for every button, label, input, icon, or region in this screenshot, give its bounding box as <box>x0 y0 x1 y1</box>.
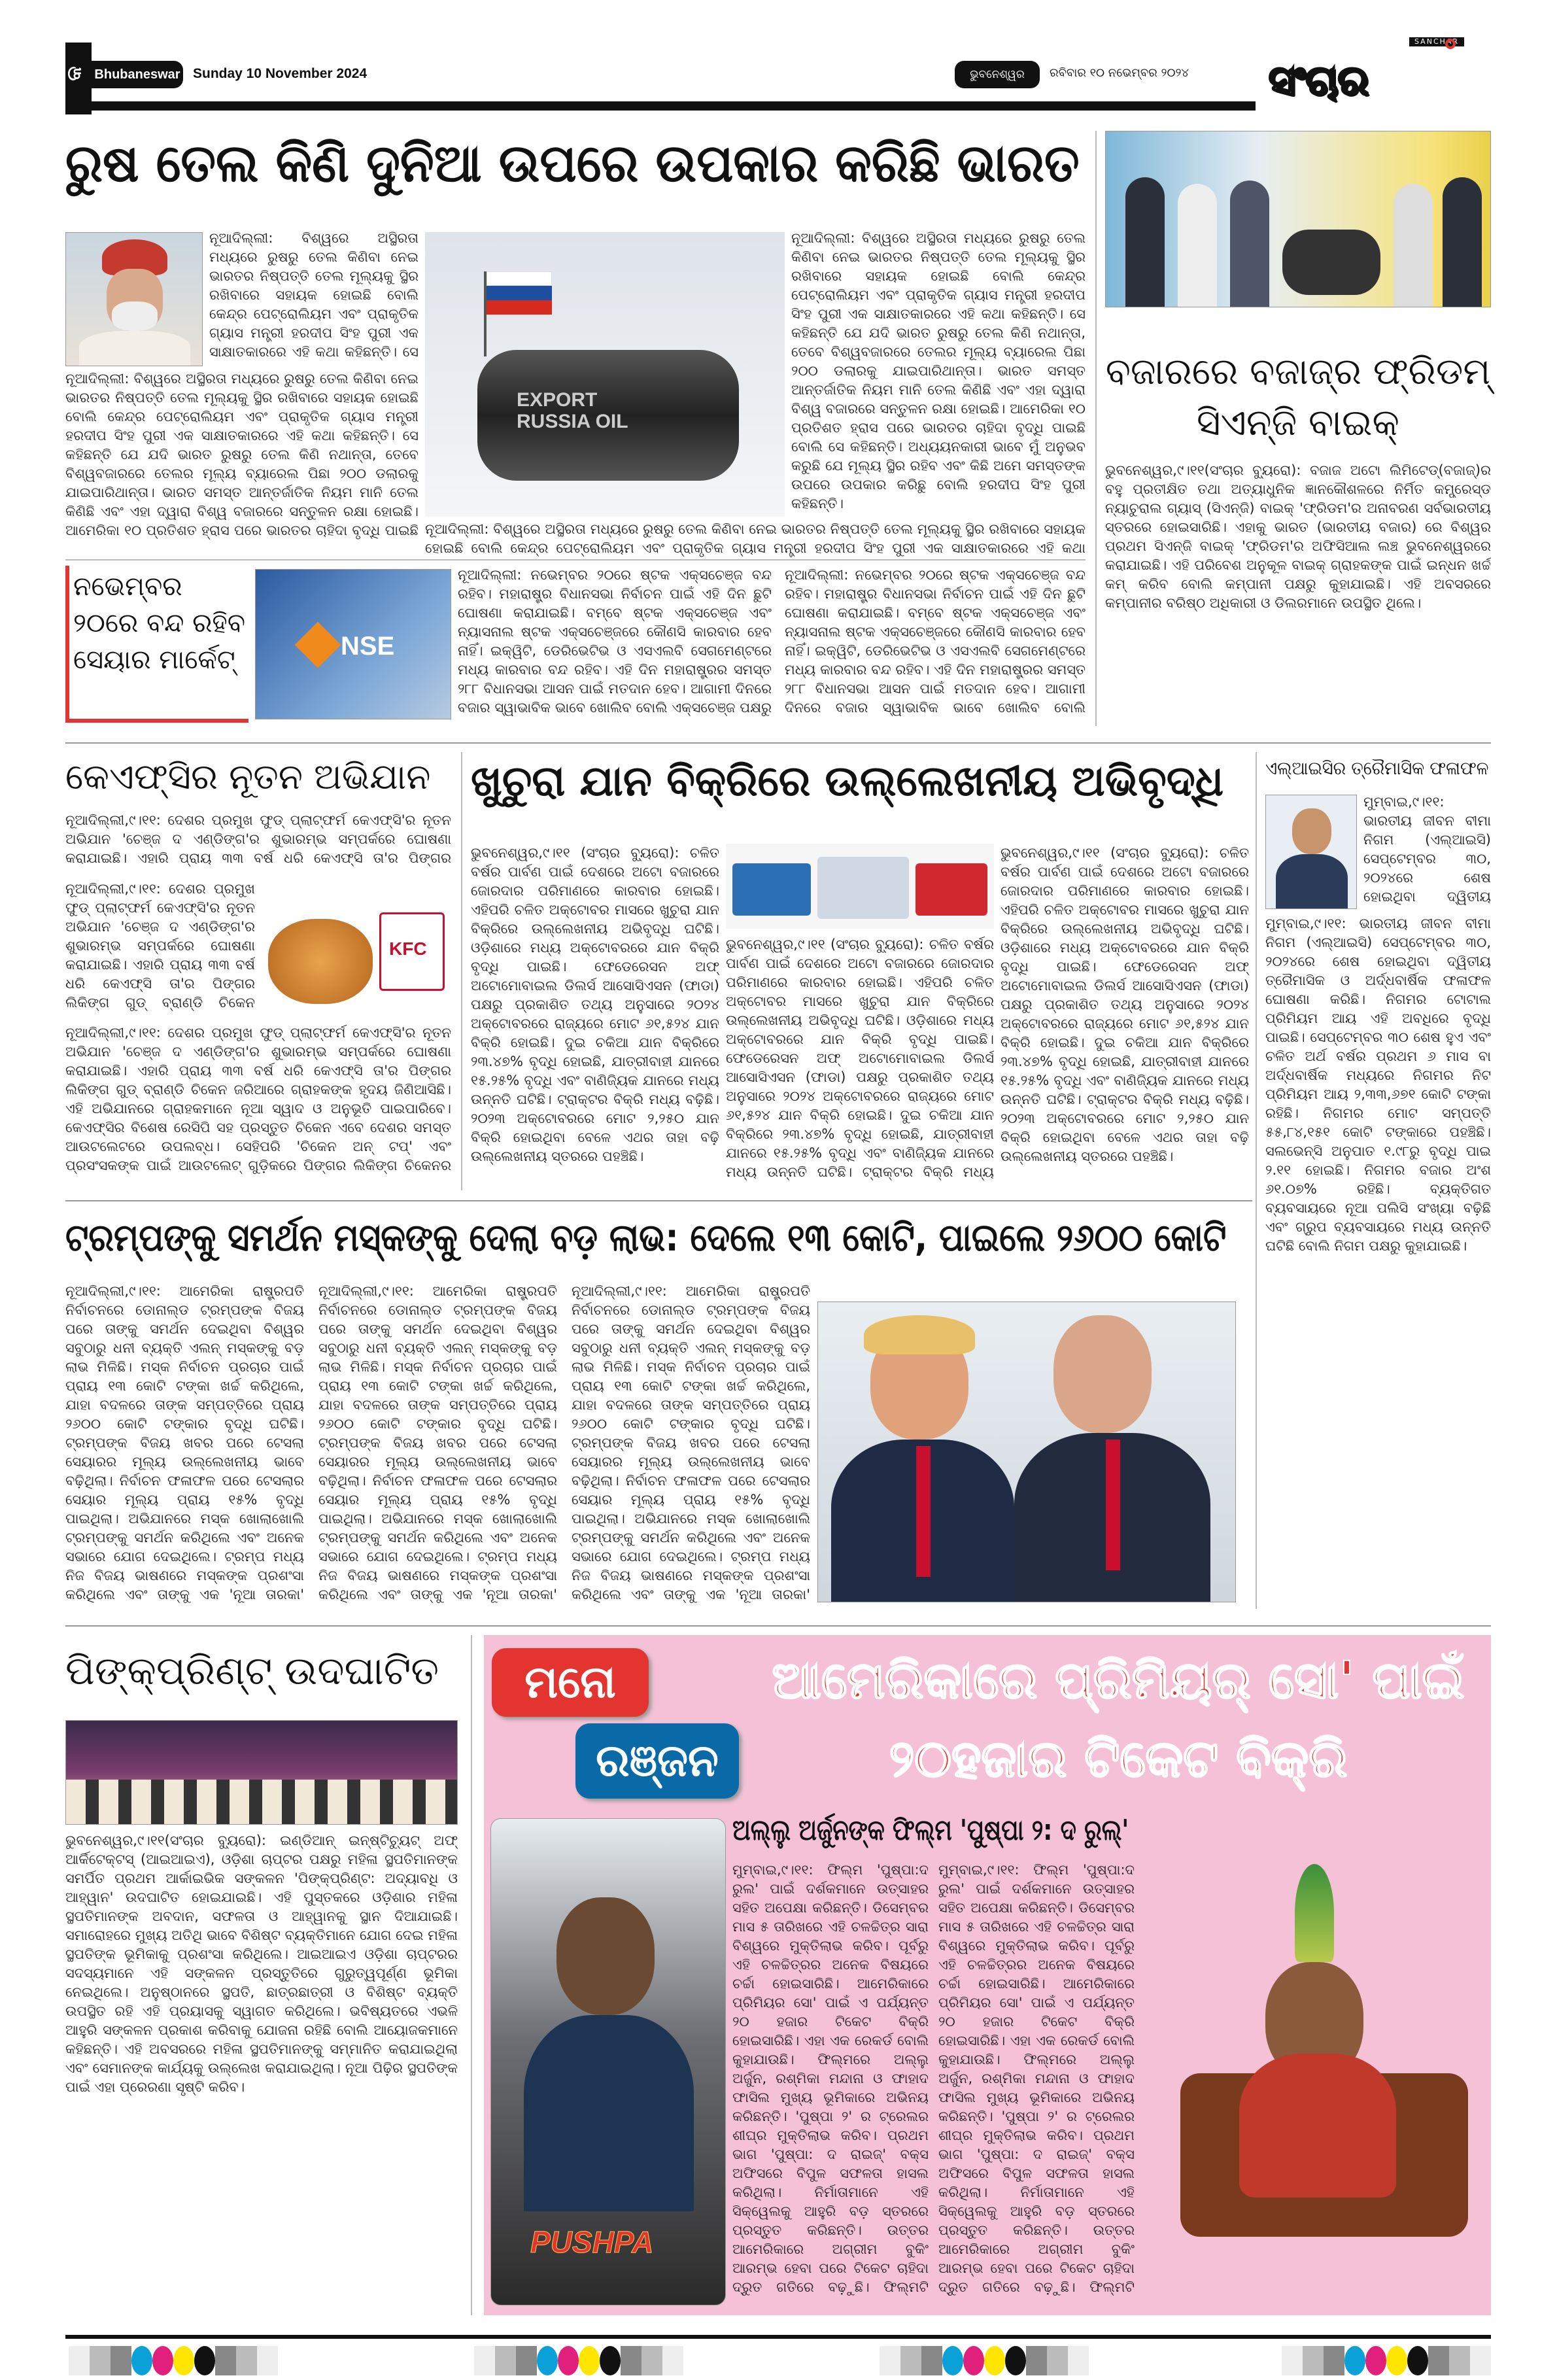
footer-rule <box>65 2335 1491 2339</box>
market-body-2: ନୂଆଦିଲ୍ଲୀ: ନଭେମ୍ବର ୨୦ରେ ଷ୍ଟକ ଏକ୍ସଚେଞ୍ଜ ବନ୍ଦ ରହିବ। ମହାରାଷ୍ଟ୍ର ବିଧାନସଭା ନିର୍ବାଚନ ପାଇଁ ଏହି ଦିନ ଛୁଟି ଘୋଷଣା କରାଯାଇଛି। ବମ୍ବେ ଷ୍ଟକ ଏକ୍ସଚେଞ୍ଜ ଏବଂ ନ୍ୟାସନାଲ ଷ୍ଟକ ଏକ୍ସଚେଞ୍ଜରେ କୌଣସି କାରବାର ହେବ ନାହିଁ। ଇକ୍ୱିଟି, ଡେରିଭେଟିଭ ଓ ଏସଏଲବି ସେଗମେଣ୍ଟରେ ମଧ୍ୟ କାରବାର ବନ୍ଦ ରହିବ। ଏହି ଦିନ ମହାରାଷ୍ଟ୍ରର ସମସ୍ତ ୨୮୮ ବିଧାନସଭା ଆସନ ପାଇଁ ମତଦାନ ହେବ। ଆଗାମୀ ଦିନରେ ବଜାର ସ୍ୱାଭାବିକ ଭାବେ ଖୋଲିବ ବୋଲି <box>785 567 1086 716</box>
masthead <box>63 37 1491 114</box>
pinkprint-body: ଭୁବନେଶ୍ୱର,୯।୧୧(ସଂଚାର ବ୍ୟୁରୋ): ଇଣ୍ଡିଆନ୍ ଇନ୍‌ଷ୍ଟିଚ୍ୟୁଟ୍ ଅଫ୍ ଆର୍କିଟେକ୍ଟସ୍ (ଆଇଆଇଏ), ଓଡ଼ିଶା ଚାପ୍ଟର ପକ୍ଷରୁ ମହିଳା ସ୍ଥପତିମାନଙ୍କ ସମର୍ପିତ ପ୍ରଥମ ଆର୍କାଇଭିକ ସଙ୍କଳନ 'ପିଙ୍କ୍‌ପ୍ରିଣ୍ଟ: ଅଦ୍ୟାବଧି ଓ ଆହ୍ୱାନ' ଉଦଘାଟିତ ହୋଇଯାଇଛି। ଏହି ପୁସ୍ତକରେ ଓଡ଼ିଶାର ମହିଳା ସ୍ଥପତିମାନଙ୍କ ଅବଦାନ, ସଫଳତା ଓ ଆହ୍ୱାନକୁ ସ୍ଥାନ ଦିଆଯାଇଛି। ସମାରୋହରେ ମୁଖ୍ୟ ଅତିଥି ଭାବେ ବିଶିଷ୍ଟ ବ୍ୟକ୍ତିମାନେ ଯୋଗ ଦେଇ ମହିଳା ସ୍ଥପତିଙ୍କ ଭୂମିକାକୁ ପ୍ରଶଂସା କରିଥିଲେ। ଆଇଆଇଏ ଓଡ଼ିଶା ଚାପ୍ଟରର ସଦସ୍ୟମାନେ ଏହି ସଙ୍କଳନ ପ୍ରସ୍ତୁତିରେ ଗୁରୁତ୍ୱପୂର୍ଣ୍ଣ ଭୂମିକା ନେଇଥିଲେ। ଅନୁଷ୍ଠାନରେ ସ୍ଥପତି, ଛାତ୍ରଛାତ୍ରୀ ଓ ବିଶିଷ୍ଟ ବ୍ୟକ୍ତି ଉପସ୍ଥିତ ରହି ଏହି ପ୍ରୟାସକୁ ସ୍ୱାଗତ କରିଥିଲେ। ଭବିଷ୍ୟତରେ ଏଭଳି ଆହୁରି ସଙ୍କଳନ ପ୍ରକାଶ କରିବାକୁ ଯୋଜନା ରହିଛି ବୋଲି ଆୟୋଜକମାନେ କହିଛନ୍ତି। ଏହି ଅବସରରେ ମହିଳା ସ୍ଥପତିମାନଙ୍କୁ ସମ୍ମାନିତ କରାଯାଇଥିଲା ଏବଂ ସେମାନଙ୍କ କାର୍ଯ୍ୟକୁ ଉଲ୍ଲେଖ କରାଯାଇଥିଲା। ନୂଆ ପିଢ଼ିର ସ୍ଥପତିଙ୍କ ପାଇଁ ଏହା ପ୍ରେରଣା ସୃଷ୍ଟି କରିବ। <box>65 1833 458 2095</box>
date-en: Sunday 10 November 2024 <box>193 66 368 81</box>
city-pill: Bhubaneswar <box>92 61 183 88</box>
bajaj-body: ଭୁବନେଶ୍ୱର,୯।୧୧(ସଂଚାର ବ୍ୟୁରୋ): ବଜାଜ ଅଟୋ ଲିମିଟେଡ୍(ବଜାଜ୍)ର ବହୁ ପ୍ରତୀକ୍ଷିତ ତଥା ଅତ୍ୟାଧୁନିକ ଜ୍ଞାନକୌଶଳରେ ନିର୍ମିତ କମ୍ପ୍ରେସ୍ଡ ନ୍ୟାଚୁରାଲ ଗ୍ୟାସ୍ (ସିଏନ୍‌ଜି) ବାଇକ୍ 'ଫ୍ରିଡମ'ର ଅନାବରଣ ସର୍ବଭାରତୀୟ ସ୍ତରରେ ହୋଇସାରିଛି। ଏହାକୁ ଭାରତ (ଭାରତୀୟ ବଜାର) ରେ ବିଶ୍ୱର ପ୍ରଥମ ସିଏନ୍‌ଜି ବାଇକ୍ 'ଫ୍ରିଡମ'ର ଅଫିସିଆଲ ଲଞ୍ଚ ଭୁବନେଶ୍ୱରରେ କରାଯାଇଛି। ଏହି ପରିବେଶ ଅନୁକୂଳ ବାଇକ୍ ଗ୍ରାହକଙ୍କ ପାଇଁ ଇନ୍ଧନ ଖର୍ଚ୍ଚ କମ୍ କରିବ ବୋଲି କମ୍ପାନୀ ପକ୍ଷରୁ କୁହାଯାଇଛି। ଏହି ଅବସରରେ କମ୍ପାନୀର ବରିଷ୍ଠ ଅଧିକାରୀ ଓ ଡିଲରମାନେ ଉପସ୍ଥିତ ଥିଲେ। <box>1105 462 1491 611</box>
logo-dot <box>1445 39 1456 49</box>
header-rule <box>65 101 1256 111</box>
market-headline: ନଭେମ୍ବର ୨୦ରେ ବନ୍ଦ ରହିବ ସେୟାର ମାର୍କେଟ୍ <box>73 572 246 675</box>
lic-body-a: ମୁମ୍ବାଇ,୯।୧୧: ଭାରତୀୟ ଜୀବନ ବୀମା ନିଗମ (ଏଲ୍‌ଆଇସି) ସେପ୍ଟେମ୍ବର ୩୦, ୨୦୨୪ରେ ଶେଷ ହୋଇଥିବା ଦ୍ୱିତୀୟ <box>1363 794 1491 905</box>
lead-body-d: ନୂଆଦିଲ୍ଲୀ: ବିଶ୍ୱରେ ଅସ୍ଥିରତା ମଧ୍ୟରେ ରୁଷରୁ ତେଲ କିଣିବା ନେଇ ଭାରତର ନିଷ୍ପତ୍ତି ତେଲ ମୂଲ୍ୟକୁ ସ୍ଥିର ରଖିବାରେ ସହାୟକ ହୋଇଛି ବୋଲି କେନ୍ଦ୍ର ପେଟ୍ରୋଲିୟମ ଏବଂ ପ୍ରାକୃତିକ ଗ୍ୟାସ ମନ୍ତ୍ରୀ ହରଦୀପ ସିଂହ ପୁରୀ ଏକ ସାକ୍ଷାତକାରରେ ଏହି କଥା <box>425 521 1086 556</box>
ent-headline-1: ଆମେରିକାରେ ପ୍ରିମିୟର୍ ସୋ' ପାଇଁ <box>772 1651 1465 1710</box>
export-label: EXPORT RUSSIA OIL <box>517 389 628 432</box>
kfc-logo: KFC <box>389 939 427 959</box>
market-body: ନୂଆଦିଲ୍ଲୀ: ନଭେମ୍ବର ୨୦ରେ ଷ୍ଟକ ଏକ୍ସଚେଞ୍ଜ ବନ୍ଦ ରହିବ। ମହାରାଷ୍ଟ୍ର ବିଧାନସଭା ନିର୍ବାଚନ ପାଇଁ ଏହି ଦିନ ଛୁଟି ଘୋଷଣା କରାଯାଇଛି। ବମ୍ବେ ଷ୍ଟକ ଏକ୍ସଚେଞ୍ଜ ଏବଂ ନ୍ୟାସନାଲ ଷ୍ଟକ ଏକ୍ସଚେଞ୍ଜରେ କୌଣସି କାରବାର ହେବ ନାହିଁ। ଇକ୍ୱିଟି, ଡେରିଭେଟିଭ ଓ ଏସଏଲବି ସେଗମେଣ୍ଟରେ ମଧ୍ୟ କାରବାର ବନ୍ଦ ରହିବ। ଏହି ଦିନ ମହାରାଷ୍ଟ୍ରର ସମସ୍ତ ୨୮୮ ବିଧାନସଭା ଆସନ ପାଇଁ ମତଦାନ ହେବ। ଆଗାମୀ ଦିନରେ ବଜାର ସ୍ୱାଭାବିକ ଭାବେ ଖୋଲିବ ବୋଲି ଏକ୍ସଚେଞ୍ଜ ପକ୍ଷରୁ <box>458 567 772 716</box>
vehicle-headline: ଖୁଚୁରା ଯାନ ବିକ୍ରିରେ ଉଲ୍ଲେଖନୀୟ ଅଭିବୃଦ୍ଧି <box>471 757 1224 806</box>
trump-musk-photo <box>817 1302 1236 1602</box>
color-bar <box>880 2346 1089 2375</box>
minister-photo <box>65 232 203 366</box>
kfc-headline: କେଏଫ୍‌ସିର ନୂତନ ଅଭିଯାନ <box>65 756 431 797</box>
pinkprint-event-photo <box>65 1720 458 1825</box>
pushpa-logo: PUSHPA <box>530 2225 654 2259</box>
allu-arjun-image <box>1141 1857 1488 2237</box>
kfc-chicken-image <box>262 880 451 1020</box>
badge-mano: ମନୋ <box>492 1648 649 1717</box>
bajaj-headline: ବଜାରରେ ବଜାଜ୍‌ର ଫ୍ରିଡମ୍ ସିଏନ୍‌ଜି ବାଇକ୍ <box>1105 351 1491 444</box>
bajaj-launch-photo <box>1105 131 1491 307</box>
trump-body-3: ନୂଆଦିଲ୍ଲୀ,୯।୧୧: ଆମେରିକା ରାଷ୍ଟ୍ରପତି ନିର୍ବାଚନରେ ଡୋନାଲ୍ଡ ଟ୍ରମ୍ପଙ୍କ ବିଜୟ ପରେ ତାଙ୍କୁ ସମର୍ଥନ ଦେଇଥିବା ବିଶ୍ୱର ସବୁଠାରୁ ଧନୀ ବ୍ୟକ୍ତି ଏଲନ୍ ମସ୍କଙ୍କୁ ବଡ଼ ଲାଭ ମିଳିଛି। ମସ୍କ ନିର୍ବାଚନ ପ୍ରଚାର ପାଇଁ ପ୍ରାୟ ୧୩ କୋଟି ଟଙ୍କା ଖର୍ଚ୍ଚ କରିଥିଲେ, ଯାହା ବଦଳରେ ତାଙ୍କ ସମ୍ପତ୍ତିରେ ପ୍ରାୟ ୨୬୦୦ କୋଟି ଟଙ୍କାର ବୃଦ୍ଧି ଘଟିଛି। ଟ୍ରମ୍ପଙ୍କ ବିଜୟ ଖବର ପରେ ଟେସଲା ସେୟାରର ମୂଲ୍ୟ ଉଲ୍ଲେଖନୀୟ ଭାବେ ବଢ଼ିଥିଲା। ନିର୍ବାଚନ ଫଳାଫଳ ପରେ ଟେସଲାର ସେୟାର ମୂଲ୍ୟ ପ୍ରାୟ ୧୫% ବୃଦ୍ଧି ପାଇଥିଲା। ଅଭିଯାନରେ ମସ୍କ ଖୋଲାଖୋଲି ଟ୍ରମ୍ପଙ୍କୁ ସମର୍ଥନ କରିଥିଲେ ଏବଂ ଅନେକ ସଭାରେ ଯୋଗ ଦେଇଥିଲେ। ଟ୍ରମ୍ପ ମଧ୍ୟ ନିଜ ବିଜୟ ଭାଷଣରେ ମସ୍କଙ୍କ ପ୍ରଶଂସା କରିଥିଲେ ଏବଂ ତାଙ୍କୁ ଏକ 'ନୂଆ ତାରକା' <box>572 1283 810 1602</box>
vehicle-body-a: ଭୁବନେଶ୍ୱର,୯।୧୧ (ସଂଚାର ବ୍ୟୁରୋ): ଚଳିତ ବର୍ଷର ପାର୍ବଣ ପାଇଁ ଦେଶରେ ଅଟୋ ବଜାରରେ ଜୋରଦାର ପରିମାଣରେ କାରବାର ହୋଇଛି। ଏହିପରି ଚଳିତ ଅକ୍ଟୋବର ମାସରେ ଖୁଚୁରା ଯାନ ବିକ୍ରିରେ ଉଲ୍ଲେଖନୀୟ ଅଭିବୃଦ୍ଧି ଘଟିଛି। ଓଡ଼ିଶାରେ ମଧ୍ୟ ଅକ୍ଟୋବରରେ ଯାନ ବିକ୍ରି ବୃଦ୍ଧି ପାଇଛି। ଫେଡେରେସନ ଅଫ୍ ଅଟୋମୋବାଇଲ ଡିଲର୍ସ ଆସୋସିଏସନ (ଫାଡା) ପକ୍ଷରୁ ପ୍ରକାଶିତ ତଥ୍ୟ ଅନୁସାରେ ୨୦୨୪ ଅକ୍ଟୋବରରେ ରାଜ୍ୟରେ ମୋଟ ୬୧,୫୨୪ ଯାନ ବିକ୍ରି ହୋଇଛି। ଦୁଇ ଚକିଆ ଯାନ ବିକ୍ରିରେ ୨୩.୪୭% ବୃଦ୍ଧି ହୋଇଛି, ଯାତ୍ରୀବାହୀ ଯାନରେ ୧୫.୨୫% ବୃଦ୍ଧି ଏବଂ ବାଣିଜ୍ୟିକ ଯାନରେ ମଧ୍ୟ ଉନ୍ନତି ଘଟିଛି। ଟ୍ରାକ୍ଟର ବିକ୍ରି ମଧ୍ୟ ବଢ଼ିଛି। ୨୦୨୩ ଅକ୍ଟୋବରରେ ମୋଟ ୨,୨୫୦ ଯାନ ବିକ୍ରି ହୋଇଥିବା ବେଳେ ଏଥର ତାହା ବଢ଼ି ଉଲ୍ଲେଖନୀୟ ସ୍ତରରେ ପହଞ୍ଚିଛି। <box>471 845 719 1164</box>
color-bar <box>69 2346 278 2375</box>
pushpa-poster <box>490 1818 726 2305</box>
date-odia: ରବିବାର ୧୦ ନଭେମ୍ବର ୨୦୨୪ <box>1050 66 1189 80</box>
trump-body: ନୂଆଦିଲ୍ଲୀ,୯।୧୧: ଆମେରିକା ରାଷ୍ଟ୍ରପତି ନିର୍ବାଚନରେ ଡୋନାଲ୍ଡ ଟ୍ରମ୍ପଙ୍କ ବିଜୟ ପରେ ତାଙ୍କୁ ସମର୍ଥନ ଦେଇଥିବା ବିଶ୍ୱର ସବୁଠାରୁ ଧନୀ ବ୍ୟକ୍ତି ଏଲନ୍ ମସ୍କଙ୍କୁ ବଡ଼ ଲାଭ ମିଳିଛି। ମସ୍କ ନିର୍ବାଚନ ପ୍ରଚାର ପାଇଁ ପ୍ରାୟ ୧୩ କୋଟି ଟଙ୍କା ଖର୍ଚ୍ଚ କରିଥିଲେ, ଯାହା ବଦଳରେ ତାଙ୍କ ସମ୍ପତ୍ତିରେ ପ୍ରାୟ ୨୬୦୦ କୋଟି ଟଙ୍କାର ବୃଦ୍ଧି ଘଟିଛି। ଟ୍ରମ୍ପଙ୍କ ବିଜୟ ଖବର ପରେ ଟେସଲା ସେୟାରର ମୂଲ୍ୟ ଉଲ୍ଲେଖନୀୟ ଭାବେ ବଢ଼ିଥିଲା। ନିର୍ବାଚନ ଫଳାଫଳ ପରେ ଟେସଲାର ସେୟାର ମୂଲ୍ୟ ପ୍ରାୟ ୧୫% ବୃଦ୍ଧି ପାଇଥିଲା। ଅଭିଯାନରେ ମସ୍କ ଖୋଲାଖୋଲି ଟ୍ରମ୍ପଙ୍କୁ ସମର୍ଥନ କରିଥିଲେ ଏବଂ ଅନେକ ସଭାରେ ଯୋଗ ଦେଇଥିଲେ। ଟ୍ରମ୍ପ ମଧ୍ୟ ନିଜ ବିଜୟ ଭାଷଣରେ ମସ୍କଙ୍କ ପ୍ରଶଂସା କରିଥିଲେ ଏବଂ ତାଙ୍କୁ ଏକ 'ନୂଆ ତାରକା' <box>65 1283 304 1602</box>
lead-headline: ରୁଷ ତେଲ କିଣି ଦୁନିଆ ଉପରେ ଉପକାର କରିଛି ଭାରତ <box>65 133 1080 194</box>
lic-headline: ଏଲ୍‌ଆଇସିର ତ୍ରୈମାସିକ ଫଳାଫଳ <box>1265 757 1489 779</box>
color-bar <box>474 2346 683 2375</box>
market-headline-box <box>65 566 248 723</box>
export-oil-image <box>425 232 785 517</box>
section-letter: କ <box>63 66 86 81</box>
badge-ranjan: ରଞ୍ଜନ <box>575 1723 739 1799</box>
ent-body: ମୁମ୍ବାଇ,୯।୧୧: ଫିଲ୍ମ 'ପୁଷ୍ପା:ଦ ରୁଲ' ପାଇଁ ଦର୍ଶକମାନେ ଉତ୍ସାହର ସହିତ ଅପେକ୍ଷା କରିଛନ୍ତି। ଡିସେମ୍ବର ମାସ ୫ ତାରିଖରେ ଏହି ଚଳଚ୍ଚିତ୍ର ସାରା ବିଶ୍ୱରେ ମୁକ୍ତିଲାଭ କରିବ। ପୂର୍ବରୁ ଏହି ଚଳଚ୍ଚିତ୍ରର ଅନେକ ବିଷୟରେ ଚର୍ଚ୍ଚା ହୋଇସାରିଛି। ଆମେରିକାରେ ପ୍ରିମିୟର ସୋ' ପାଇଁ ଏ ପର୍ଯ୍ୟନ୍ତ ୨୦ ହଜାର ଟିକେଟ ବିକ୍ରି ହୋଇସାରିଛି। ଏହା ଏକ ରେକର୍ଡ ବୋଲି କୁହାଯାଉଛି। ଫିଲ୍ମରେ ଅଲ୍ଲୁ ଅର୍ଜୁନ, ରଶ୍ମିକା ମନ୍ଦାନା ଓ ଫାହାଦ ଫାସିଲ ମୁଖ୍ୟ ଭୂମିକାରେ ଅଭିନୟ କରିଛନ୍ତି। 'ପୁଷ୍ପା ୨' ର ଟ୍ରେଲର ଶୀଘ୍ର ମୁକ୍ତିଲାଭ କରିବ। ପ୍ରଥମ ଭାଗ 'ପୁଷ୍ପା: ଦ ରାଇଜ୍' ବକ୍ସ ଅଫିସରେ ବିପୁଳ ସଫଳତା ହାସଲ କରିଥିଲା। ନିର୍ମାତାମାନେ ଏହି ସିକ୍ୱେଲକୁ ଆହୁରି ବଡ଼ ସ୍ତରରେ ପ୍ରସ୍ତୁତ କରିଛନ୍ତି। ଉତ୍ତର ଆମେରିକାରେ ଅଗ୍ରୀମ ବୁକିଂ ଆରମ୍ଭ ହେବା ପରେ ଟିକେଟ ଚାହିଦା ଦ୍ରୁତ ଗତିରେ ବଢ଼ୁଛି। ଫିଲ୍ମଟି <box>732 1862 929 2295</box>
ent-headline-2: ୨୦ହଜାର ଟିକେଟ ବିକ୍ରି <box>889 1730 1348 1789</box>
logo-small: SANCHAR <box>1409 37 1464 46</box>
kfc-body-3: ନୂଆଦିଲ୍ଲୀ,୯।୧୧: ଦେଶର ପ୍ରମୁଖ ଫୁଡ୍ ପ୍ଲାଟ୍‌ଫର୍ମ କେଏଫ୍‌ସି'ର ନୂତନ ଅଭିଯାନ 'ଚେଞ୍ଜ ଦ ଏଣ୍ଡିଙ୍ଗ'ର ଶୁଭାରମ୍ଭ ସମ୍ପର୍କରେ ଘୋଷଣା କରାଯାଇଛି। ଏହାରି ପ୍ରାୟ ୩୩ ବର୍ଷ ଧରି କେଏଫ୍‌ସି ତା'ର ପିଙ୍ଗର ଲିକିଙ୍ଗ ଗୁଡ୍ ବ୍ରାଣ୍ଡି ଚିକେନ ଜରିଆରେ ଗ୍ରାହକଙ୍କ ହୃଦୟ ଜିଣିଆସିଛି। ଏହି ଅଭିଯାନରେ ଗ୍ରାହକମାନେ ନୂଆ ସ୍ୱାଦ ଓ ଅନୁଭୂତି ପାଇପାରିବେ। କେଏଫ୍‌ସିର ବିଶେଷ ରେସିପି ସହ ପ୍ରସ୍ତୁତ ଚିକେନ ଏବେ ଦେଶର ସମସ୍ତ ଆଉଟଲେଟରେ ଉପଲବ୍ଧ। ସେହିପରି 'ଚିକେନ ଅନ୍ ଟପ୍' ଏବଂ ପ୍ରସଂସକଙ୍କ ପାଇଁ ଆଉଟଲେଟ୍ ଗୁଡ଼ିକରେ ପିଙ୍ଗର ଲିକିଙ୍ଗ ଚିକେନର <box>65 1025 451 1173</box>
color-bar <box>1282 2346 1491 2375</box>
entertainment-section <box>484 1635 1491 2315</box>
newspaper-logo: ସଂଚାର <box>1269 56 1369 104</box>
lead-body-b: ନୂଆଦିଲ୍ଲୀ: ବିଶ୍ୱରେ ଅସ୍ଥିରତା ମଧ୍ୟରେ ରୁଷରୁ ତେଲ କିଣିବା ନେଇ ଭାରତର ନିଷ୍ପତ୍ତି ତେଲ ମୂଲ୍ୟକୁ ସ୍ଥିର ରଖିବାରେ ସହାୟକ ହୋଇଛି ବୋଲି କେନ୍ଦ୍ର ପେଟ୍ରୋଲିୟମ ଏବଂ ପ୍ରାକୃତିକ ଗ୍ୟାସ ମନ୍ତ୍ରୀ ହରଦୀପ ସିଂହ ପୁରୀ ଏକ ସାକ୍ଷାତକାରରେ ଏହି କଥା କହିଛନ୍ତି। ସେ କହିଛନ୍ତି ଯେ ଯଦି ଭାରତ ରୁଷରୁ ତେଲ କିଣି ନଥାନ୍ତା, ତେବେ ବିଶ୍ୱବଜାରରେ ତେଲର ମୂଲ୍ୟ ବ୍ୟାରେଲ ପିଛା ୨୦୦ ଡଲାରକୁ ଯାଇପାରିଥାନ୍ତା। ଭାରତ ସମସ୍ତ ଆନ୍ତର୍ଜାତିକ ନିୟମ ମାନି ତେଲ କିଣିଛି ଏବଂ ଏହା ଦ୍ୱାରା ବିଶ୍ୱ ବଜାରରେ ସନ୍ତୁଳନ ରକ୍ଷା ହୋଇଛି। ଆମେରିକା ୧୦ ପ୍ରତିଶତ ହ୍ରାସ ପରେ ଭାରତର ଚାହିଦା ବୃଦ୍ଧି ପାଇଛି <box>65 371 419 538</box>
lead-body-c: ନୂଆଦିଲ୍ଲୀ: ବିଶ୍ୱରେ ଅସ୍ଥିରତା ମଧ୍ୟରେ ରୁଷରୁ ତେଲ କିଣିବା ନେଇ ଭାରତର ନିଷ୍ପତ୍ତି ତେଲ ମୂଲ୍ୟକୁ ସ୍ଥିର ରଖିବାରେ ସହାୟକ ହୋଇଛି ବୋଲି କେନ୍ଦ୍ର ପେଟ୍ରୋଲିୟମ ଏବଂ ପ୍ରାକୃତିକ ଗ୍ୟାସ ମନ୍ତ୍ରୀ ହରଦୀପ ସିଂହ ପୁରୀ ଏକ ସାକ୍ଷାତକାରରେ ଏହି କଥା କହିଛନ୍ତି। ସେ କହିଛନ୍ତି ଯେ ଯଦି ଭାରତ ରୁଷରୁ ତେଲ କିଣି ନଥାନ୍ତା, ତେବେ ବିଶ୍ୱବଜାରରେ ତେଲର ମୂଲ୍ୟ ବ୍ୟାରେଲ ପିଛା ୨୦୦ ଡଲାରକୁ ଯାଇପାରିଥାନ୍ତା। ଭାରତ ସମସ୍ତ ଆନ୍ତର୍ଜାତିକ ନିୟମ ମାନି ତେଲ କିଣିଛି ଏବଂ ଏହା ଦ୍ୱାରା ବିଶ୍ୱ ବଜାରରେ ସନ୍ତୁଳନ ରକ୍ଷା ହୋଇଛି। ଆମେରିକା ୧୦ ପ୍ରତିଶତ ହ୍ରାସ ପରେ ଭାରତର ଚାହିଦା ବୃଦ୍ଧି ପାଇଛି ବୋଲି ସେ କହିଛନ୍ତି। ଅଧ୍ୟୟନକାରୀ ଭାବେ ମୁଁ ଅନୁଭବ କରୁଛି ଯେ ମୂଲ୍ୟ ସ୍ଥିର ରହିବ ଏବଂ କିଛି ଅମେ ସମସ୍ତଙ୍କ ଉପରେ ଉପକାର କରିଛୁ ବୋଲି ହରଦୀପ ସିଂହ ପୁରୀ କହିଛନ୍ତି। <box>791 230 1086 511</box>
ent-subheadline: ଅଲ୍ଲୁ ଅର୍ଜୁନଙ୍କ ଫିଲ୍ମ 'ପୁଷ୍ପା ୨: ଦ ରୁଲ୍' <box>732 1814 1129 1847</box>
nse-building-photo <box>255 569 451 719</box>
trump-headline: ଟ୍ରମ୍ପଙ୍କୁ ସମର୍ଥନ ମସ୍କଙ୍କୁ ଦେଲା ବଡ଼ ଲାଭ: ଦେଲେ ୧୩ କୋଟି, ପାଇଲେ ୨୬୦୦ କୋଟି <box>65 1215 1227 1260</box>
vehicle-body-b: ଭୁବନେଶ୍ୱର,୯।୧୧ (ସଂଚାର ବ୍ୟୁରୋ): ଚଳିତ ବର୍ଷର ପାର୍ବଣ ପାଇଁ ଦେଶରେ ଅଟୋ ବଜାରରେ ଜୋରଦାର ପରିମାଣରେ କାରବାର ହୋଇଛି। ଏହିପରି ଚଳିତ ଅକ୍ଟୋବର ମାସରେ ଖୁଚୁରା ଯାନ ବିକ୍ରିରେ ଉଲ୍ଲେଖନୀୟ ଅଭିବୃଦ୍ଧି ଘଟିଛି। ଓଡ଼ିଶାରେ ମଧ୍ୟ ଅକ୍ଟୋବରରେ ଯାନ ବିକ୍ରି ବୃଦ୍ଧି ପାଇଛି। ଫେଡେରେସନ ଅଫ୍ ଅଟୋମୋବାଇଲ ଡିଲର୍ସ ଆସୋସିଏସନ (ଫାଡା) ପକ୍ଷରୁ ପ୍ରକାଶିତ ତଥ୍ୟ ଅନୁସାରେ ୨୦୨୪ ଅକ୍ଟୋବରରେ ରାଜ୍ୟରେ ମୋଟ ୬୧,୫୨୪ ଯାନ ବିକ୍ରି ହୋଇଛି। ଦୁଇ ଚକିଆ ଯାନ ବିକ୍ରିରେ ୨୩.୪୭% ବୃଦ୍ଧି ହୋଇଛି, ଯାତ୍ରୀବାହୀ ଯାନରେ ୧୫.୨୫% ବୃଦ୍ଧି ଏବଂ ବାଣିଜ୍ୟିକ ଯାନରେ ମଧ୍ୟ ଉନ୍ନତି ଘଟିଛି। ଟ୍ରାକ୍ଟର ବିକ୍ରି ମଧ୍ୟ <box>726 937 994 1180</box>
pinkprint-headline: ପିଙ୍କ୍‌ପ୍ରିଣ୍ଟ୍ ଉଦଘାଟିତ <box>65 1648 439 1694</box>
lic-executive-photo <box>1265 795 1357 909</box>
lead-body-a: ନୂଆଦିଲ୍ଲୀ: ବିଶ୍ୱରେ ଅସ୍ଥିରତା ମଧ୍ୟରେ ରୁଷରୁ ତେଲ କିଣିବା ନେଇ ଭାରତର ନିଷ୍ପତ୍ତି ତେଲ ମୂଲ୍ୟକୁ ସ୍ଥିର ରଖିବାରେ ସହାୟକ ହୋଇଛି ବୋଲି କେନ୍ଦ୍ର ପେଟ୍ରୋଲିୟମ ଏବଂ ପ୍ରାକୃତିକ ଗ୍ୟାସ ମନ୍ତ୍ରୀ ହରଦୀପ ସିଂହ ପୁରୀ ଏକ ସାକ୍ଷାତକାରରେ ଏହି କଥା କହିଛନ୍ତି। ସେ <box>209 230 419 360</box>
lic-body-b: ମୁମ୍ବାଇ,୯।୧୧: ଭାରତୀୟ ଜୀବନ ବୀମା ନିଗମ (ଏଲ୍‌ଆଇସି) ସେପ୍ଟେମ୍ବର ୩୦, ୨୦୨୪ରେ ଶେଷ ହୋଇଥିବା ଦ୍ୱିତୀୟ ତ୍ରୈମାସିକ ଓ ଅର୍ଦ୍ଧବାର୍ଷିକ ଫଳାଫଳ ଘୋଷଣା କରିଛି। ନିଗମର ଟୋଟାଲ ପ୍ରିମିୟମ ଆୟ ଏହି ଅବଧିରେ ବୃଦ୍ଧି ପାଇଛି। ସେପ୍ଟେମ୍ବର ୩୦ ଶେଷ ହୁଏ ଏବଂ ଚଳିତ ଅର୍ଥ ବର୍ଷର ପ୍ରଥମ ୬ ମାସ ବା ଅର୍ଦ୍ଧବାର୍ଷିକ ମଧ୍ୟରେ ନିଗମର ନିଟ ପ୍ରିମିୟମ ଆୟ ୨,୩୩,୬୭୧ କୋଟି ଟଙ୍କା ରହିଛି। ନିଗମର ମୋଟ ସମ୍ପତ୍ତି ୫୫,୮୪,୧୫୧ କୋଟି ଟଙ୍କାରେ ପହଞ୍ଚିଛି। ସଲଭେନ୍ସି ଅନୁପାତ ୧.୯୮ରୁ ବୃଦ୍ଧି ପାଇ ୨.୧୧ ହୋଇଛି। ନିଗମର ବଜାର ଅଂଶ ୬୧.୦୭% ରହିଛି। ବ୍ୟକ୍ତିଗତ ବ୍ୟବସାୟରେ ନୂଆ ପଲିସି ସଂଖ୍ୟା ବଢ଼ିଛି ଏବଂ ଗ୍ରୁପ ବ୍ୟବସାୟରେ ମଧ୍ୟ ଉନ୍ନତି ଘଟିଛି ବୋଲି ନିଗମ ପକ୍ଷରୁ କୁହାଯାଇଛି। <box>1265 916 1491 1254</box>
city-odia-pill: ଭୁବନେଶ୍ୱର <box>955 61 1040 88</box>
ent-body-2: ମୁମ୍ବାଇ,୯।୧୧: ଫିଲ୍ମ 'ପୁଷ୍ପା:ଦ ରୁଲ' ପାଇଁ ଦର୍ଶକମାନେ ଉତ୍ସାହର ସହିତ ଅପେକ୍ଷା କରିଛନ୍ତି। ଡିସେମ୍ବର ମାସ ୫ ତାରିଖରେ ଏହି ଚଳଚ୍ଚିତ୍ର ସାରା ବିଶ୍ୱରେ ମୁକ୍ତିଲାଭ କରିବ। ପୂର୍ବରୁ ଏହି ଚଳଚ୍ଚିତ୍ରର ଅନେକ ବିଷୟରେ ଚର୍ଚ୍ଚା ହୋଇସାରିଛି। ଆମେରିକାରେ ପ୍ରିମିୟର ସୋ' ପାଇଁ ଏ ପର୍ଯ୍ୟନ୍ତ ୨୦ ହଜାର ଟିକେଟ ବିକ୍ରି ହୋଇସାରିଛି। ଏହା ଏକ ରେକର୍ଡ ବୋଲି କୁହାଯାଉଛି। ଫିଲ୍ମରେ ଅଲ୍ଲୁ ଅର୍ଜୁନ, ରଶ୍ମିକା ମନ୍ଦାନା ଓ ଫାହାଦ ଫାସିଲ ମୁଖ୍ୟ ଭୂମିକାରେ ଅଭିନୟ କରିଛନ୍ତି। 'ପୁଷ୍ପା ୨' ର ଟ୍ରେଲର ଶୀଘ୍ର ମୁକ୍ତିଲାଭ କରିବ। ପ୍ରଥମ ଭାଗ 'ପୁଷ୍ପା: ଦ ରାଇଜ୍' ବକ୍ସ ଅଫିସରେ ବିପୁଳ ସଫଳତା ହାସଲ କରିଥିଲା। ନିର୍ମାତାମାନେ ଏହି ସିକ୍ୱେଲକୁ ଆହୁରି ବଡ଼ ସ୍ତରରେ ପ୍ରସ୍ତୁତ କରିଛନ୍ତି। ଉତ୍ତର ଆମେରିକାରେ ଅଗ୍ରୀମ ବୁକିଂ ଆରମ୍ଭ ହେବା ପରେ ଟିକେଟ ଚାହିଦା ଦ୍ରୁତ ଗତିରେ ବଢ଼ୁଛି। ଫିଲ୍ମଟି <box>938 1862 1135 2295</box>
vehicle-body-c: ଭୁବନେଶ୍ୱର,୯।୧୧ (ସଂଚାର ବ୍ୟୁରୋ): ଚଳିତ ବର୍ଷର ପାର୍ବଣ ପାଇଁ ଦେଶରେ ଅଟୋ ବଜାରରେ ଜୋରଦାର ପରିମାଣରେ କାରବାର ହୋଇଛି। ଏହିପରି ଚଳିତ ଅକ୍ଟୋବର ମାସରେ ଖୁଚୁରା ଯାନ ବିକ୍ରିରେ ଉଲ୍ଲେଖନୀୟ ଅଭିବୃଦ୍ଧି ଘଟିଛି। ଓଡ଼ିଶାରେ ମଧ୍ୟ ଅକ୍ଟୋବରରେ ଯାନ ବିକ୍ରି ବୃଦ୍ଧି ପାଇଛି। ଫେଡେରେସନ ଅଫ୍ ଅଟୋମୋବାଇଲ ଡିଲର୍ସ ଆସୋସିଏସନ (ଫାଡା) ପକ୍ଷରୁ ପ୍ରକାଶିତ ତଥ୍ୟ ଅନୁସାରେ ୨୦୨୪ ଅକ୍ଟୋବରରେ ରାଜ୍ୟରେ ମୋଟ ୬୧,୫୨୪ ଯାନ ବିକ୍ରି ହୋଇଛି। ଦୁଇ ଚକିଆ ଯାନ ବିକ୍ରିରେ ୨୩.୪୭% ବୃଦ୍ଧି ହୋଇଛି, ଯାତ୍ରୀବାହୀ ଯାନରେ ୧୫.୨୫% ବୃଦ୍ଧି ଏବଂ ବାଣିଜ୍ୟିକ ଯାନରେ ମଧ୍ୟ ଉନ୍ନତି ଘଟିଛି। ଟ୍ରାକ୍ଟର ବିକ୍ରି ମଧ୍ୟ ବଢ଼ିଛି। ୨୦୨୩ ଅକ୍ଟୋବରରେ ମୋଟ ୨,୨୫୦ ଯାନ ବିକ୍ରି ହୋଇଥିବା ବେଳେ ଏଥର ତାହା ବଢ଼ି ଉଲ୍ଲେଖନୀୟ ସ୍ତରରେ ପହଞ୍ଚିଛି। <box>1001 845 1249 1164</box>
trump-body-2: ନୂଆଦିଲ୍ଲୀ,୯।୧୧: ଆମେରିକା ରାଷ୍ଟ୍ରପତି ନିର୍ବାଚନରେ ଡୋନାଲ୍ଡ ଟ୍ରମ୍ପଙ୍କ ବିଜୟ ପରେ ତାଙ୍କୁ ସମର୍ଥନ ଦେଇଥିବା ବିଶ୍ୱର ସବୁଠାରୁ ଧନୀ ବ୍ୟକ୍ତି ଏଲନ୍ ମସ୍କଙ୍କୁ ବଡ଼ ଲାଭ ମିଳିଛି। ମସ୍କ ନିର୍ବାଚନ ପ୍ରଚାର ପାଇଁ ପ୍ରାୟ ୧୩ କୋଟି ଟଙ୍କା ଖର୍ଚ୍ଚ କରିଥିଲେ, ଯାହା ବଦଳରେ ତାଙ୍କ ସମ୍ପତ୍ତିରେ ପ୍ରାୟ ୨୬୦୦ କୋଟି ଟଙ୍କାର ବୃଦ୍ଧି ଘଟିଛି। ଟ୍ରମ୍ପଙ୍କ ବିଜୟ ଖବର ପରେ ଟେସଲା ସେୟାରର ମୂଲ୍ୟ ଉଲ୍ଲେଖନୀୟ ଭାବେ ବଢ଼ିଥିଲା। ନିର୍ବାଚନ ଫଳାଫଳ ପରେ ଟେସଲାର ସେୟାର ମୂଲ୍ୟ ପ୍ରାୟ ୧୫% ବୃଦ୍ଧି ପାଇଥିଲା। ଅଭିଯାନରେ ମସ୍କ ଖୋଲାଖୋଲି ଟ୍ରମ୍ପଙ୍କୁ ସମର୍ଥନ କରିଥିଲେ ଏବଂ ଅନେକ ସଭାରେ ଯୋଗ ଦେଇଥିଲେ। ଟ୍ରମ୍ପ ମଧ୍ୟ ନିଜ ବିଜୟ ଭାଷଣରେ ମସ୍କଙ୍କ ପ୍ରଶଂସା କରିଥିଲେ ଏବଂ ତାଙ୍କୁ ଏକ 'ନୂଆ ତାରକା' <box>318 1283 557 1602</box>
kfc-body-2: ନୂଆଦିଲ୍ଲୀ,୯।୧୧: ଦେଶର ପ୍ରମୁଖ ଫୁଡ୍ ପ୍ଲାଟ୍‌ଫର୍ମ କେଏଫ୍‌ସି'ର ନୂତନ ଅଭିଯାନ 'ଚେଞ୍ଜ ଦ ଏଣ୍ଡିଙ୍ଗ'ର ଶୁଭାରମ୍ଭ ସମ୍ପର୍କରେ ଘୋଷଣା କରାଯାଇଛି। ଏହାରି ପ୍ରାୟ ୩୩ ବର୍ଷ ଧରି କେଏଫ୍‌ସି ତା'ର ପିଙ୍ଗର ଲିକିଙ୍ଗ ଗୁଡ୍ ବ୍ରାଣ୍ଡି ଚିକେନ <box>65 881 255 1010</box>
nse-label: NSE <box>341 632 395 661</box>
kfc-body: ନୂଆଦିଲ୍ଲୀ,୯।୧୧: ଦେଶର ପ୍ରମୁଖ ଫୁଡ୍ ପ୍ଲାଟ୍‌ଫର୍ମ କେଏଫ୍‌ସି'ର ନୂତନ ଅଭିଯାନ 'ଚେଞ୍ଜ ଦ ଏଣ୍ଡିଙ୍ଗ'ର ଶୁଭାରମ୍ଭ ସମ୍ପର୍କରେ ଘୋଷଣା କରାଯାଇଛି। ଏହାରି ପ୍ରାୟ ୩୩ ବର୍ଷ ଧରି କେଏଫ୍‌ସି ତା'ର ପିଙ୍ଗର <box>65 812 451 866</box>
trucks-image <box>726 844 994 929</box>
